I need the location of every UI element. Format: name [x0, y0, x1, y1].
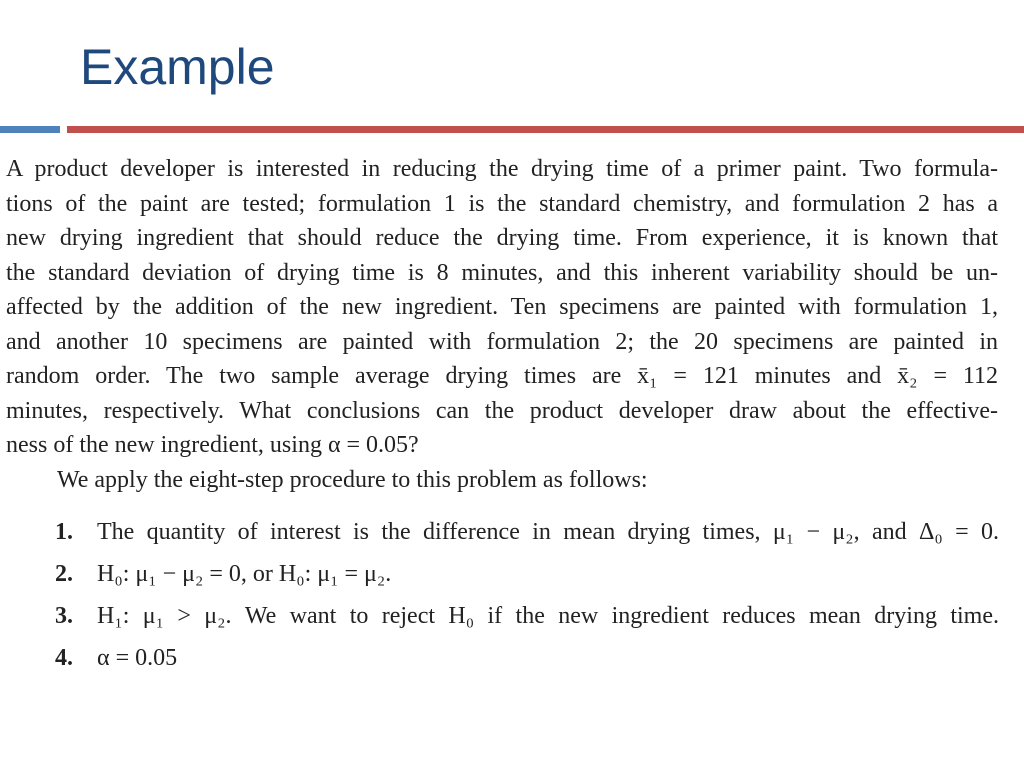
title-rule-right: [67, 126, 1024, 133]
step-item: [55, 641, 999, 675]
title-rule-left: [0, 126, 60, 133]
step-number: 2.: [55, 561, 73, 587]
step-text: H₁: μ₁ > μ₂. We want to reject H₀ if the new ingredient reduces mean drying time.: [97, 603, 999, 629]
problem-line: random order. The two sample average drying times are x̄₁ = 121 minutes and x̄₂ = 112: [6, 363, 998, 389]
problem-line: A product developer is interested in reducing the drying time of a primer paint. Two formula-: [6, 156, 998, 182]
step-item: [55, 557, 999, 591]
problem-line: and another 10 specimens are painted with formulation 2; the 20 specimens are painted in: [6, 328, 998, 355]
step-number: 4.: [55, 645, 73, 671]
step-item: [55, 599, 999, 633]
step-number: 1.: [55, 519, 73, 545]
problem-line: new drying ingredient that should reduce the drying time. From experience, it is known that: [6, 225, 998, 251]
problem-line: ness of the new ingredient, using α = 0.05?: [6, 432, 419, 458]
slide-title: Example: [80, 39, 275, 95]
step-number: 3.: [55, 603, 73, 629]
step-item: [55, 515, 999, 549]
problem-line: minutes, respectively. What conclusions can the product developer draw about the effective-: [6, 397, 998, 424]
problem-line: the standard deviation of drying time is 8 minutes, and this inherent variability should be un-: [6, 259, 998, 286]
problem-line: tions of the paint are tested; formulation 1 is the standard chemistry, and formulation 2 has a: [6, 190, 998, 217]
problem-line: affected by the addition of the new ingredient. Ten specimens are painted with formulation 1,: [6, 294, 998, 320]
step-text: The quantity of interest is the difference in mean drying times, μ₁ − μ₂, and Δ₀ = 0.: [97, 519, 999, 545]
procedure-intro: We apply the eight-step procedure to this problem as follows:: [57, 467, 648, 493]
step-text: H₀: μ₁ − μ₂ = 0, or H₀: μ₁ = μ₂.: [97, 561, 392, 587]
step-text: α = 0.05: [97, 645, 178, 671]
